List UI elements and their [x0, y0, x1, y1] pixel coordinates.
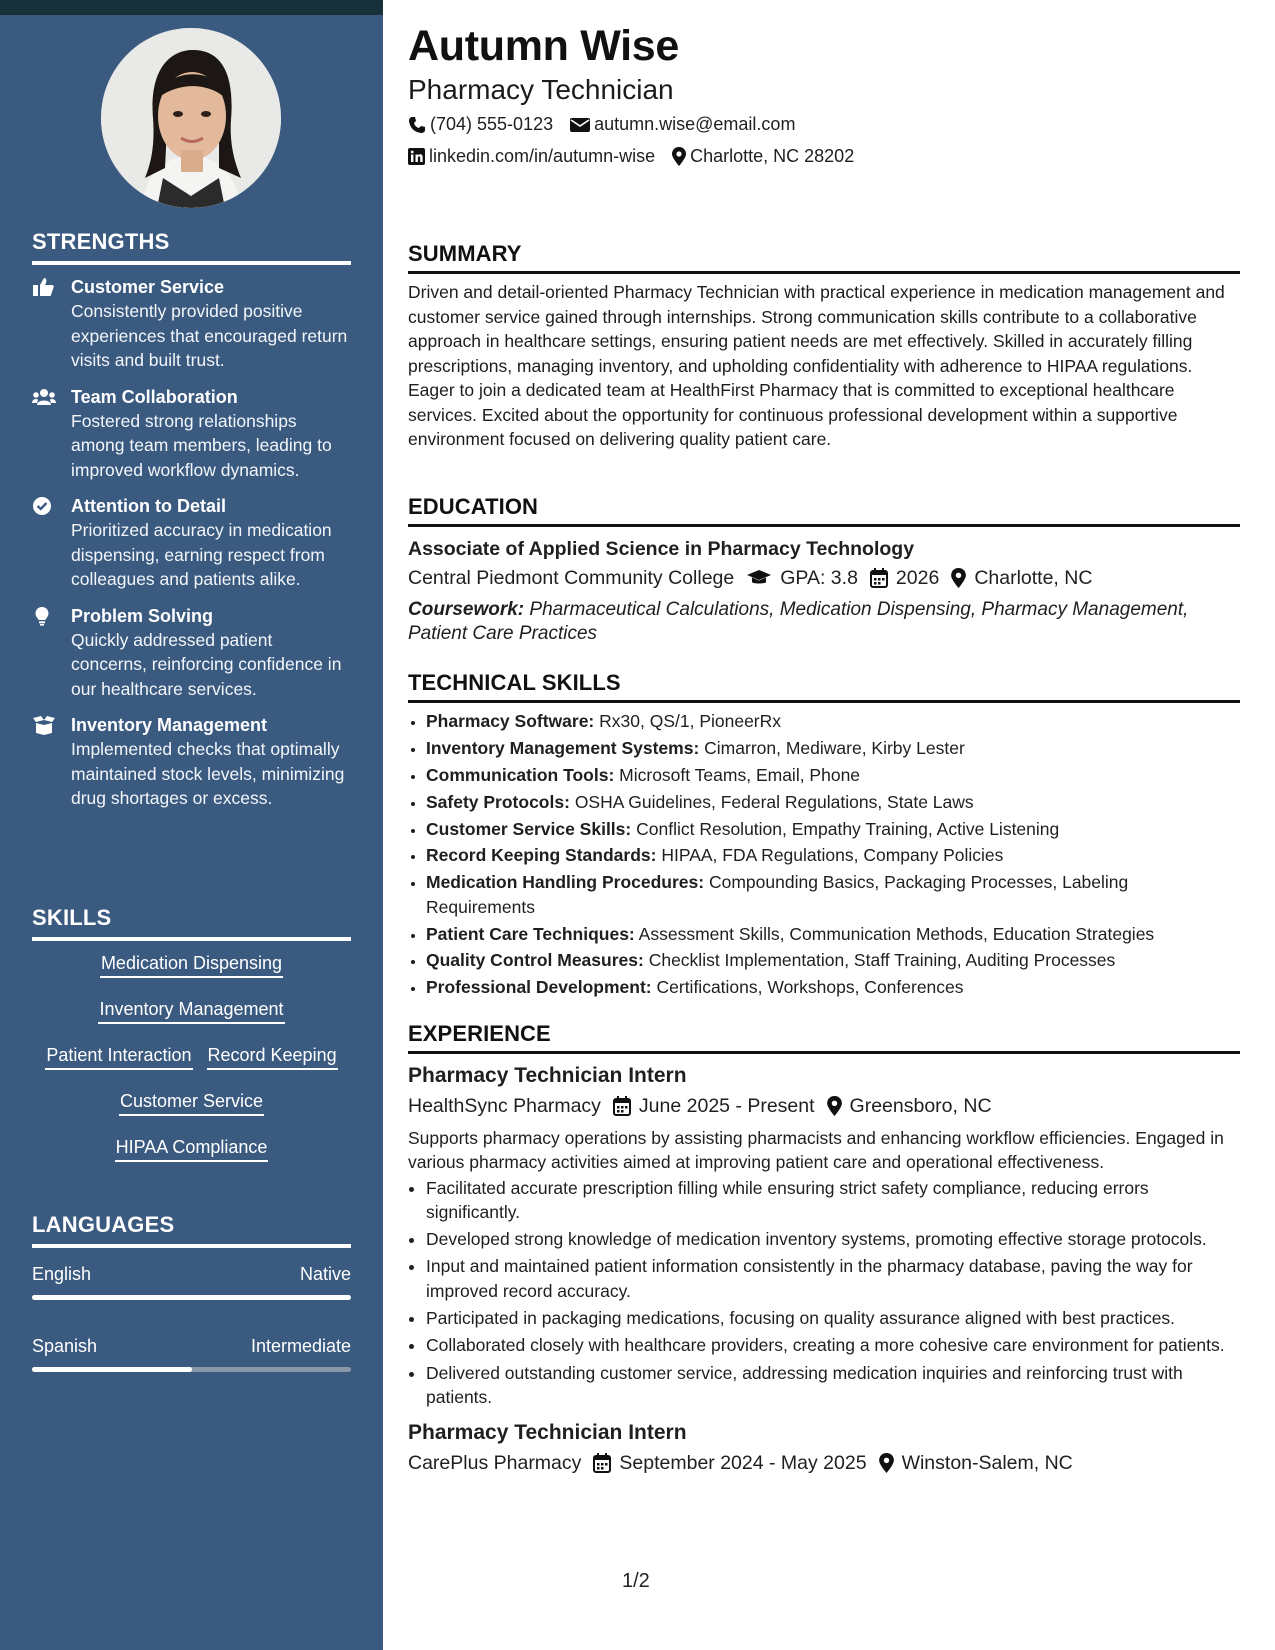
strength-item: [32, 713, 351, 811]
candidate-title: Pharmacy Technician: [408, 74, 674, 105]
contact-row: [408, 114, 812, 135]
thumbs-up-icon: [32, 277, 54, 297]
phone-icon: [408, 116, 426, 134]
tech-skill-item: [426, 790, 1240, 814]
linkedin-icon: [408, 148, 425, 165]
profile-photo-illustration: [101, 28, 281, 208]
tech-skill-item: [426, 870, 1240, 919]
job-bullet: • Facilitated accurate prescription filling while ensuring strict safety compliance, reducing errors significantly.: [426, 1176, 1240, 1225]
tech-skill-label: Communication Tools:: [426, 764, 615, 785]
tech-skill-label: Professional Development:: [426, 977, 652, 998]
phone-text: (704) 555-0123: [430, 114, 554, 134]
linkedin-contact[interactable]: [408, 146, 655, 167]
job-bullet: • Collaborated closely with healthcare providers, creating a more cohesive care environment for patients.: [426, 1333, 1240, 1357]
experience-heading: EXPERIENCE: [408, 1021, 1240, 1054]
experience-section: [408, 1021, 1240, 1477]
job-bullet: • Delivered outstanding customer service, addressing medication inquiries and reinforcing trust with patients.: [426, 1361, 1240, 1410]
linkedin-text: linkedin.com/in/autumn-wise: [429, 146, 656, 166]
job-location: Winston-Salem, NC: [901, 1452, 1073, 1475]
strength-title: Customer Service: [71, 277, 225, 297]
location-contact: [672, 146, 854, 167]
strength-item: [32, 385, 351, 483]
tech-skill-value: Compounding Basics, Packaging Processes, Labeling Requirements: [426, 872, 1129, 917]
strength-title: Attention to Detail: [71, 496, 226, 516]
envelope-icon: [570, 117, 590, 133]
language-name: English: [32, 1264, 92, 1284]
tech-skill-value: HIPAA, FDA Regulations, Company Policies: [661, 845, 1004, 866]
tech-skill-item: [426, 736, 1240, 760]
strength-description: Implemented checks that optimally maintained stock levels, minimizing drug shortages or excess.: [71, 739, 345, 808]
tech-skill-label: Medication Handling Procedures:: [426, 872, 705, 893]
candidate-name: Autumn Wise: [408, 22, 680, 70]
skill-tag: Record Keeping: [207, 1043, 338, 1070]
job-bullets: [408, 1176, 1240, 1410]
skill-tag: HIPAA Compliance: [115, 1135, 269, 1162]
tech-skill-value: Certifications, Workshops, Conferences: [656, 977, 964, 998]
school-name: Central Piedmont Community College: [408, 567, 735, 589]
summary-heading: SUMMARY: [408, 241, 1240, 274]
tech-skill-value: OSHA Guidelines, Federal Regulations, State Laws: [574, 791, 974, 812]
tech-skill-value: Cimarron, Mediware, Kirby Lester: [704, 737, 965, 758]
summary-section: [408, 241, 1240, 452]
email-contact[interactable]: [570, 114, 795, 135]
job-bullet: • Participated in packaging medications, focusing on quality assurance aligned with best practices.: [426, 1306, 1240, 1330]
tech-skill-label: Customer Service Skills:: [426, 818, 632, 839]
tech-skill-item: [426, 948, 1240, 972]
tech-skill-label: Record Keeping Standards:: [426, 845, 657, 866]
job-dates: September 2024 - May 2025: [619, 1452, 867, 1475]
technical-skills-list: [408, 709, 1240, 1000]
tech-skill-label: Safety Protocols:: [426, 791, 570, 812]
company-name: CarePlus Pharmacy: [408, 1452, 582, 1475]
language-proficiency-fill: [32, 1367, 192, 1372]
phone-contact[interactable]: [408, 114, 553, 135]
summary-text: Driven and detail-oriented Pharmacy Technician with practical experience in medication management and customer service gained through internships. Strong communication skills contribute to a collaborative approach in healthcare settings, ensuring patient needs are met effectively. Skilled in accurately filling prescriptions, managing inventory, and upholding confidentiality with adherence to HIPAA regulations. Eager to join a dedicated team at HealthFirst Pharmacy that is committed to exceptional healthcare services. Excited about the opportunity for continuous professional development within a supportive environment focused on delivering quality patient care.: [408, 282, 1225, 449]
map-pin-icon: [827, 1096, 842, 1116]
calendar-icon: [870, 568, 888, 588]
skills-list: [32, 941, 351, 1162]
skill-tag: Inventory Management: [98, 997, 284, 1024]
tech-skill-item: [426, 843, 1240, 867]
language-item: [32, 1262, 351, 1300]
job-bullet: • Developed strong knowledge of medication inventory systems, promoting effective storage protocols.: [426, 1227, 1240, 1251]
users-icon: [32, 387, 54, 407]
strength-item: [32, 604, 351, 702]
skill-tag: Medication Dispensing: [100, 951, 283, 978]
tech-skill-value: Checklist Implementation, Staff Training, Auditing Processes: [648, 950, 1116, 971]
lightbulb-icon: [32, 606, 54, 626]
profile-photo: [101, 28, 281, 208]
check-circle-icon: [32, 496, 54, 516]
tech-skill-value: Rx30, QS/1, PioneerRx: [599, 711, 782, 731]
job-description: Supports pharmacy operations by assisting pharmacists and enhancing workflow efficiencies. Engaged in various pharmacy activities aimed at improving patient care and operational effectiveness.: [408, 1128, 1224, 1173]
tech-skill-label: Patient Care Techniques:: [426, 923, 635, 944]
tech-skill-item: [426, 763, 1240, 787]
language-level: Native: [299, 1264, 351, 1284]
education-section: [408, 494, 1240, 646]
tech-skill-item: [426, 922, 1240, 946]
strengths-heading: STRENGTHS: [32, 229, 351, 265]
language-level: Intermediate: [250, 1336, 351, 1356]
job-bullet: • Input and maintained patient information consistently in the pharmacy database, paving the way for improved record accuracy.: [426, 1254, 1240, 1303]
calendar-icon: [613, 1096, 631, 1116]
skills-section: [32, 905, 351, 1181]
box-open-icon: [32, 715, 54, 735]
strength-item: [32, 494, 351, 592]
tech-skill-value: Microsoft Teams, Email, Phone: [619, 764, 861, 785]
language-name: Spanish: [32, 1336, 98, 1356]
technical-skills-heading: TECHNICAL SKILLS: [408, 670, 1240, 703]
coursework-label: Coursework:: [408, 599, 525, 620]
strength-item: [32, 275, 351, 373]
strength-title: Inventory Management: [71, 715, 268, 735]
tech-skill-label: Inventory Management Systems:: [426, 737, 700, 758]
tech-skill-value: Conflict Resolution, Empathy Training, Active Listening: [636, 818, 1060, 839]
job-title: Pharmacy Technician Intern: [408, 1421, 687, 1445]
strength-description: Prioritized accuracy in medication dispensing, earning respect from colleagues and patients alike.: [71, 520, 332, 589]
tech-skill-item: [426, 975, 1240, 999]
strength-title: Problem Solving: [71, 605, 214, 626]
languages-heading: LANGUAGES: [32, 1212, 351, 1248]
education-meta: [408, 564, 1240, 592]
sidebar: [0, 0, 383, 1650]
skills-heading: SKILLS: [32, 905, 351, 941]
languages-section: [32, 1212, 351, 1408]
language-proficiency-bar: [32, 1367, 351, 1372]
contact-row: [408, 146, 871, 167]
technical-skills-section: [408, 670, 1240, 1002]
education-location: Charlotte, NC: [974, 567, 1093, 589]
job-meta: [408, 1092, 1240, 1120]
graduation-year: 2026: [895, 567, 940, 589]
coursework-list: Pharmaceutical Calculations, Medication Dispensing, Pharmacy Management, Patient Care Practices: [408, 599, 1189, 644]
strength-description: Consistently provided positive experiences that encouraged return visits and built trust.: [71, 301, 348, 370]
tech-skill-item: [426, 709, 1240, 733]
language-proficiency-fill: [32, 1295, 351, 1300]
map-pin-icon: [672, 147, 686, 166]
page-number: 1/2: [622, 1570, 650, 1592]
strength-description: Fostered strong relationships among team members, leading to improved workflow dynamics.: [71, 410, 332, 480]
degree-title: Associate of Applied Science in Pharmacy Technology: [408, 538, 915, 560]
job-meta: [408, 1449, 1240, 1477]
language-item: [32, 1334, 351, 1372]
map-pin-icon: [879, 1453, 894, 1473]
gpa-text: GPA: 3.8: [780, 567, 858, 589]
map-pin-icon: [951, 568, 966, 588]
coursework: [408, 598, 1240, 646]
job-dates: June 2025 - Present: [638, 1095, 815, 1117]
tech-skill-label: Pharmacy Software:: [426, 711, 595, 731]
strength-title: Team Collaboration: [71, 386, 238, 407]
skill-tag: Patient Interaction: [45, 1043, 192, 1070]
tech-skill-item: [426, 817, 1240, 841]
strengths-section: [32, 229, 351, 811]
tech-skill-value: Assessment Skills, Communication Methods, Education Strategies: [638, 923, 1155, 944]
job-location: Greensboro, NC: [849, 1095, 992, 1117]
sidebar-top-accent: [0, 0, 383, 15]
email-text: autumn.wise@email.com: [594, 114, 796, 134]
strength-description: Quickly addressed patient concerns, reinforcing confidence in our healthcare services.: [71, 629, 342, 699]
job-title: Pharmacy Technician Intern: [408, 1064, 687, 1087]
location-text: Charlotte, NC 28202: [690, 146, 855, 166]
graduation-cap-icon: [746, 569, 772, 587]
company-name: HealthSync Pharmacy: [408, 1095, 601, 1117]
language-proficiency-bar: [32, 1295, 351, 1300]
education-heading: EDUCATION: [408, 494, 1240, 527]
calendar-icon: [593, 1453, 611, 1473]
skill-tag: Customer Service: [119, 1089, 264, 1116]
tech-skill-label: Quality Control Measures:: [426, 950, 644, 971]
